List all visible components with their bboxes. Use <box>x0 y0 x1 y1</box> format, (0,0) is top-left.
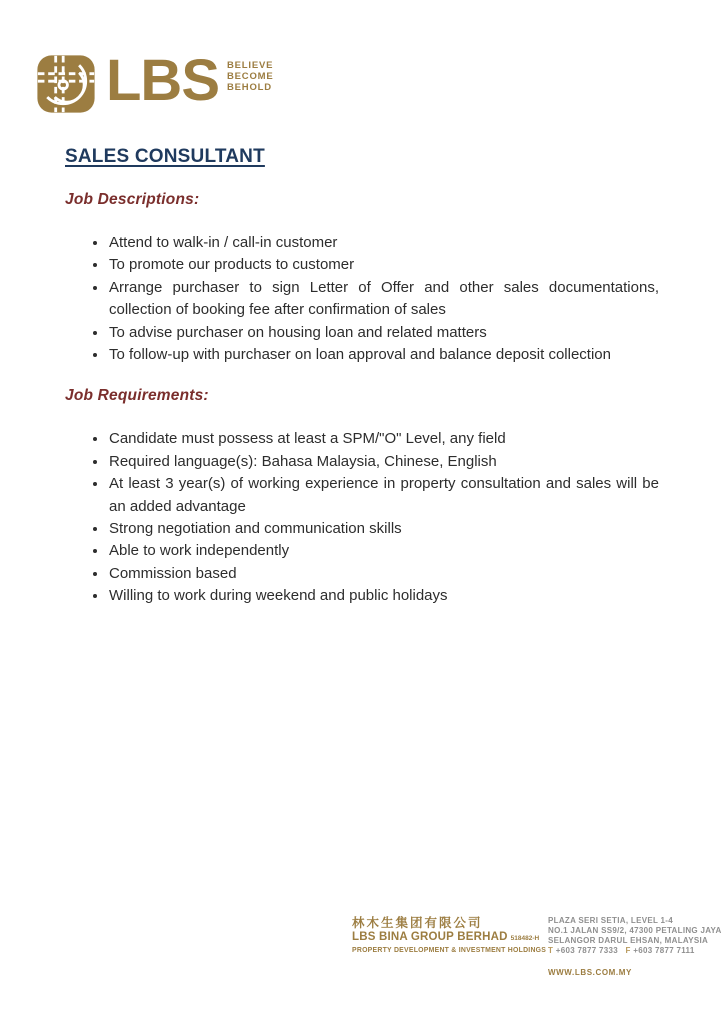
lbs-logo-tagline <box>227 60 274 93</box>
tagline-line: BEHOLD <box>227 82 272 93</box>
list-item: • Strong negotiation and communication skills <box>108 518 659 540</box>
job-requirements-list <box>65 428 659 607</box>
list-item: • Attend to walk-in / call-in customer <box>108 232 659 254</box>
list-item: • Candidate must possess at least a SPM/"O" Level, any field <box>108 428 659 450</box>
company-name-english <box>352 931 540 945</box>
document-body <box>65 191 659 608</box>
footer <box>352 916 724 977</box>
tel-number: +603 7877 7333 <box>555 946 618 955</box>
job-descriptions-heading: Job Descriptions: <box>65 191 200 208</box>
website-url: WWW.LBS.COM.MY <box>548 968 632 977</box>
list-item: • Commission based <box>108 563 659 585</box>
tagline-line: BECOME <box>227 71 274 82</box>
job-descriptions-list <box>65 232 659 366</box>
list-item: • Able to work independently <box>108 540 659 562</box>
company-tagline: PROPERTY DEVELOPMENT & INVESTMENT HOLDINGS <box>352 947 547 954</box>
footer-address-block <box>548 916 724 977</box>
address-line: NO.1 JALAN SS9/2, 47300 PETALING JAYA <box>548 926 722 935</box>
list-item: • Willing to work during weekend and public holidays <box>108 585 659 607</box>
page-title: SALES CONSULTANT <box>65 146 265 167</box>
address-line: SELANGOR DARUL EHSAN, MALAYSIA <box>548 936 709 945</box>
tel-label: T <box>548 946 554 955</box>
list-item: • To follow-up with purchaser on loan approval and balance deposit collection <box>108 344 659 366</box>
list-item: • Arrange purchaser to sign Letter of Offer and other sales documentations, collection of booking fee after confirmation of sales <box>108 277 659 322</box>
phone-fax-line <box>548 946 724 956</box>
address-line: PLAZA SERI SETIA, LEVEL 1-4 <box>548 916 674 925</box>
tagline-line: BELIEVE <box>227 60 274 71</box>
lbs-logo-text: LBS <box>106 48 219 113</box>
lbs-monogram-icon <box>36 54 96 114</box>
company-name: LBS BINA GROUP BERHAD <box>352 931 508 943</box>
fax-number: +603 7877 7111 <box>633 946 695 955</box>
footer-company-block <box>352 916 547 954</box>
lbs-logo <box>36 48 274 114</box>
list-item: • To promote our products to customer <box>108 254 659 276</box>
list-item: • At least 3 year(s) of working experience in property consultation and sales will be an added advantage <box>108 473 659 518</box>
list-item: • Required language(s): Bahasa Malaysia, Chinese, English <box>108 451 659 473</box>
company-name-chinese: 林木生集团有限公司 <box>352 916 483 930</box>
list-item: • To advise purchaser on housing loan and related matters <box>108 322 659 344</box>
company-registration-number: 518482-H <box>510 935 540 942</box>
fax-label: F <box>625 946 631 955</box>
job-requirements-heading: Job Requirements: <box>65 387 209 405</box>
